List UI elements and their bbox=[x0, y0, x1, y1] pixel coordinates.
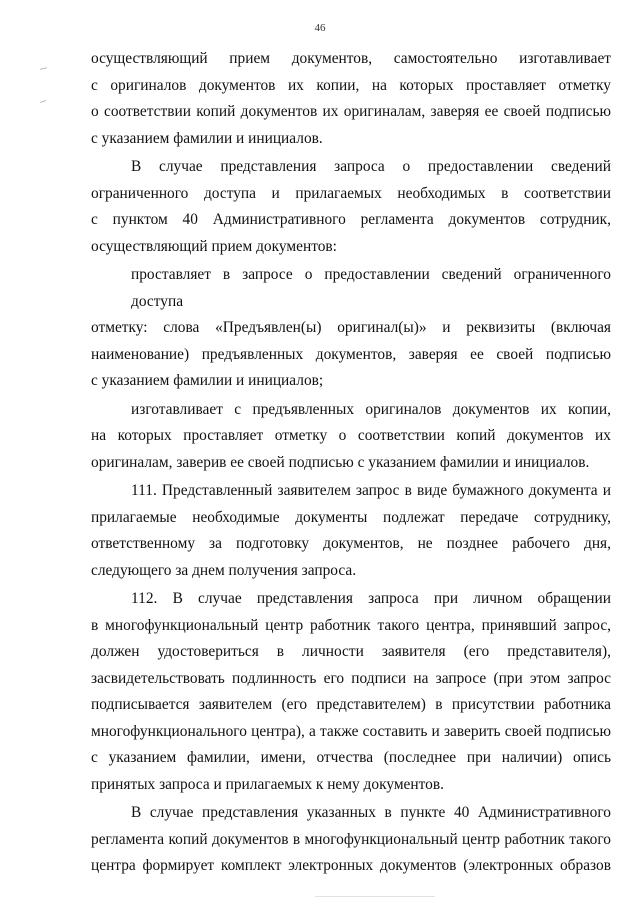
text-line: в многофункциональный центр работник такого центра, принявший запрос, bbox=[91, 616, 611, 634]
text-line: оригиналам, заверив ее своей подписью с указанием фамилии и инициалов. bbox=[91, 453, 590, 471]
text-line: подписывается заявителем (его представителем) в присутствии работника bbox=[91, 696, 611, 713]
paragraph bbox=[91, 397, 611, 477]
text-line: В случае представления запроса о предоставлении сведений bbox=[131, 158, 611, 175]
page-number: 46 bbox=[314, 22, 326, 34]
scan-artifact-mark bbox=[40, 100, 46, 103]
text-line: прилагаемые необходимые документы подлежат передаче сотруднику, bbox=[91, 508, 611, 526]
text-line: с пунктом 40 Административного регламента документов сотрудник, bbox=[91, 211, 611, 228]
text-line: с указанием фамилии и инициалов; bbox=[91, 372, 324, 389]
text-line: центра формирует комплект электронных документов (электронных образов bbox=[91, 857, 611, 874]
text-line: ответственному за подготовку документов, не позднее рабочего дня, bbox=[91, 535, 611, 552]
text-line: должен удостовериться в личности заявителя (его представителя), bbox=[91, 643, 611, 660]
text-line: изготавливает с предъявленных оригиналов документов их копии, bbox=[131, 400, 611, 418]
paragraph-item-112 bbox=[91, 586, 611, 798]
text-line: на которых проставляет отметку о соответствии копий документов их bbox=[91, 427, 611, 444]
text-line: наименование) предъявленных документов, заверяя ее своей подписью bbox=[91, 345, 611, 363]
text-line: засвидетельствовать подлинность его подписи на запросе (при этом запрос bbox=[91, 669, 611, 687]
text-line: с указанием фамилии и инициалов. bbox=[91, 129, 323, 147]
paragraph bbox=[91, 800, 611, 880]
text-line: ограниченного доступа и прилагаемых необходимых в соответствии bbox=[91, 184, 611, 202]
text-line: регламента копий документов в многофункциональный центр работник такого bbox=[91, 830, 611, 848]
paragraph bbox=[91, 154, 611, 260]
text-line: отметку: слова «Предъявлен(ы) оригинал(ы)» и реквизиты (включая bbox=[91, 319, 611, 336]
text-line: осуществляющий прием документов, самостоятельно изготавливает bbox=[91, 50, 611, 67]
paragraph-continuation bbox=[91, 46, 611, 152]
text-line: проставляет в запросе о предоставлении сведений ограниченного доступа bbox=[131, 266, 611, 310]
scan-artifact-mark bbox=[40, 67, 47, 69]
scan-artifact-line bbox=[315, 896, 435, 897]
paragraph-item-111 bbox=[91, 478, 611, 584]
text-line: о соответствии копий документов их оригиналам, заверяя ее своей подписью bbox=[91, 103, 611, 120]
text-line: следующего за днем получения запроса. bbox=[91, 561, 357, 579]
text-line: 112. В случае представления запроса при личном обращении bbox=[131, 590, 611, 607]
text-line: с оригиналов документов их копии, на которых проставляет отметку bbox=[91, 76, 611, 94]
text-line: В случае представления указанных в пункте 40 Административного bbox=[131, 804, 611, 821]
text-line: принятых запроса и прилагаемых к нему документов. bbox=[91, 775, 444, 793]
text-line: осуществляющий прием документов: bbox=[91, 237, 337, 255]
paragraph bbox=[91, 262, 611, 395]
text-line: многофункционального центра), а также составить и заверить своей подписью bbox=[91, 722, 611, 740]
document-body bbox=[91, 46, 611, 880]
text-line: 111. Представленный заявителем запрос в виде бумажного документа и bbox=[131, 482, 611, 499]
text-line: с указанием фамилии, имени, отчества (последнее при наличии) опись bbox=[91, 749, 611, 766]
